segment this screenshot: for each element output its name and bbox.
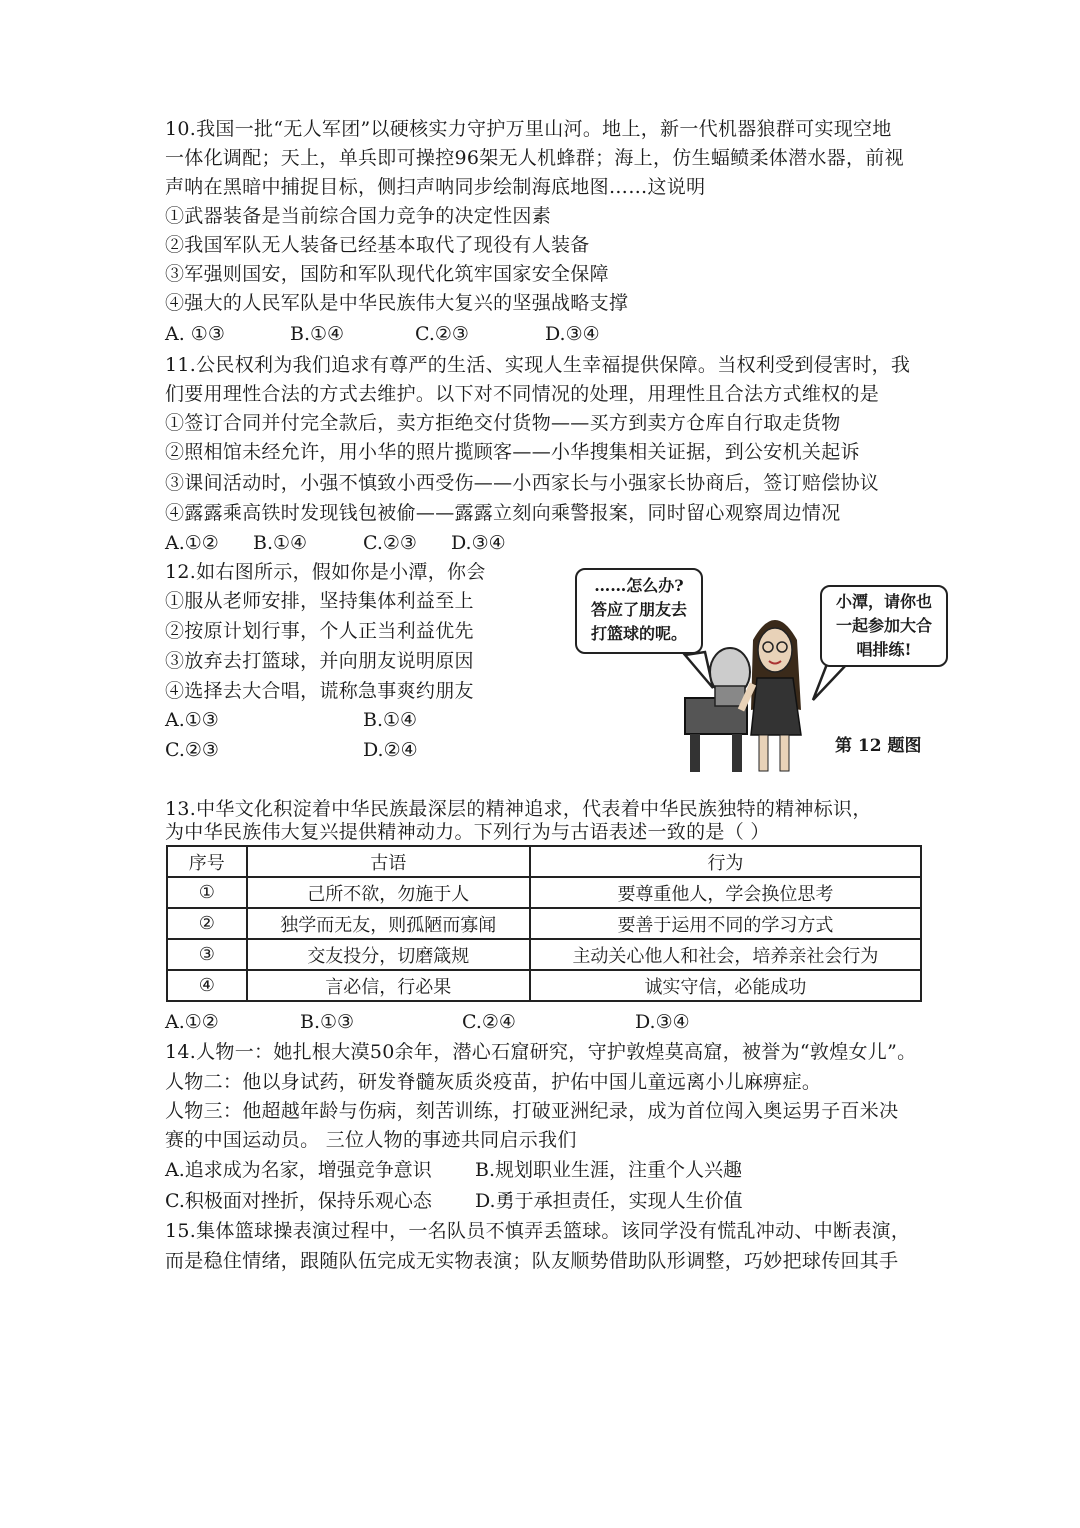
- question-10-stem-line-1: 10.我国一批“无人军团”以硬核实力守护万里山河。地上，新一代机器狼群可实现空地: [165, 118, 892, 140]
- question-15-stem-line-1: 15.集体篮球操表演过程中，一名队员不慎弄丢篮球。该同学没有慌乱冲动、中断表演，: [165, 1220, 911, 1242]
- teacher-bubble-line-1: 小潭，请你也: [835, 592, 932, 611]
- question-13-stem-line-1: 13.中华文化积淀着中华民族最深层的精神追求，代表着中华民族独特的精神标识，: [165, 798, 872, 820]
- question-10-stem-line-2: 一体化调配；天上，单兵即可操控96架无人机蜂群；海上，仿生蝠鲼柔体潜水器，前视: [165, 147, 904, 169]
- table-row: [167, 939, 921, 970]
- option-d: D.③④: [451, 532, 506, 554]
- figure-caption: 第 12 题图: [835, 736, 922, 756]
- question-12-options-row-2: [165, 736, 465, 764]
- question-11-statement-3: ③课间活动时，小强不慎致小西受伤——小西家长与小强家长协商后，签订赔偿协议: [165, 472, 880, 494]
- option-c: C.②③: [165, 739, 219, 761]
- option-a: A.追求成为名家，增强竞争意识: [165, 1159, 432, 1181]
- option-c: C.②④: [462, 1011, 516, 1033]
- teacher-bubble-line-3: 唱排练!: [856, 640, 912, 659]
- question-13-stem-line-2: 为中华民族伟大复兴提供精神动力。下列行为与古语表述一致的是（ ）: [165, 821, 770, 843]
- option-a: A. ①③: [165, 323, 225, 345]
- table-cell-behavior: 要善于运用不同的学习方式: [530, 908, 921, 939]
- question-10-stem-line-3: 声呐在黑暗中捕捉目标，侧扫声呐同步绘制海底地图……这说明: [165, 176, 706, 198]
- table-cell-saying: 交友投分，切磨箴规: [247, 939, 530, 970]
- teacher-speech-bubble: [820, 585, 948, 667]
- table-cell-index: ③: [167, 939, 247, 970]
- student-bubble-line-3: 打篮球的呢。: [590, 624, 687, 643]
- table-cell-behavior: 要尊重他人，学会换位思考: [530, 877, 921, 908]
- table-header-saying: 古语: [247, 846, 530, 877]
- table-cell-index: ④: [167, 970, 247, 1001]
- table-cell-saying: 独学而无友，则孤陋而寡闻: [247, 908, 530, 939]
- student-bubble-line-1: ……怎么办?: [594, 576, 684, 595]
- table-header-row: [167, 846, 921, 877]
- option-d: D.勇于承担责任，实现人生价值: [475, 1190, 743, 1212]
- question-10-statement-4: ④强大的人民军队是中华民族伟大复兴的坚强战略支撑: [165, 292, 629, 314]
- option-a: A.①②: [165, 532, 219, 554]
- option-d: D.③④: [545, 323, 600, 345]
- option-d: D.②④: [363, 739, 418, 761]
- question-14-stem: 赛的中国运动员。 三位人物的事迹共同启示我们: [165, 1129, 577, 1151]
- option-d: D.③④: [635, 1011, 690, 1033]
- question-11-options: [165, 529, 565, 557]
- question-13-options: [165, 1008, 725, 1036]
- table-row: [167, 970, 921, 1001]
- table-row: [167, 908, 921, 939]
- question-11-statement-2: ②照相馆未经允许，用小华的照片揽顾客——小华搜集相关证据，到公安机关起诉: [165, 441, 860, 463]
- question-12-stem: 12.如右图所示，假如你是小潭，你会: [165, 561, 486, 583]
- table-cell-index: ①: [167, 877, 247, 908]
- question-11-statement-4: ④露露乘高铁时发现钱包被偷——露露立刻向乘警报案，同时留心观察周边情况: [165, 502, 841, 524]
- question-10-statement-3: ③军强则国安，国防和军队现代化筑牢国家安全保障: [165, 263, 609, 285]
- question-12-figure: [565, 560, 955, 775]
- table-header-behavior: 行为: [530, 846, 921, 877]
- question-14-person-3: 人物三：他超越年龄与伤病，刻苦训练，打破亚洲纪录，成为首位闯入奥运男子百米决: [165, 1100, 899, 1122]
- question-10-options: [165, 320, 665, 348]
- table-cell-saying: 言必信，行必果: [247, 970, 530, 1001]
- table-cell-behavior: 诚实守信，必能成功: [530, 970, 921, 1001]
- option-c: C.②③: [363, 532, 417, 554]
- question-14-person-1: 14.人物一：她扎根大漠50余年，潜心石窟研究，守护敦煌莫高窟，被誉为“敦煌女儿”。: [165, 1041, 917, 1063]
- student-speech-bubble: [575, 568, 703, 654]
- table-cell-saying: 己所不欲，勿施于人: [247, 877, 530, 908]
- teacher-bubble-line-2: 一起参加大合: [835, 616, 932, 635]
- student-bubble-line-2: 答应了朋友去: [590, 600, 687, 619]
- question-12-statement-3: ③放弃去打篮球，并向朋友说明原因: [165, 650, 474, 672]
- option-c: C.积极面对挫折，保持乐观心态: [165, 1190, 432, 1212]
- option-b: B.①④: [290, 323, 345, 345]
- table-row: [167, 877, 921, 908]
- option-b: B.①④: [363, 709, 418, 731]
- question-14-person-2: 人物二：他以身试药，研发脊髓灰质炎疫苗，护佑中国儿童远离小儿麻痹症。: [165, 1071, 822, 1093]
- option-a: A.①②: [165, 1011, 219, 1033]
- question-14-options-row-2: [165, 1187, 785, 1215]
- question-11-stem-line-1: 11.公民权利为我们追求有尊严的生活、实现人生幸福提供保障。当权利受到侵害时，我: [165, 354, 911, 376]
- question-11-stem-line-2: 们要用理性合法的方式去维护。以下对不同情况的处理，用理性且合法方式维权的是: [165, 383, 880, 405]
- question-10-statement-1: ①武器装备是当前综合国力竞争的决定性因素: [165, 205, 552, 227]
- table-header-index: 序号: [167, 846, 247, 877]
- question-12-options-row-1: [165, 706, 465, 734]
- table-cell-index: ②: [167, 908, 247, 939]
- option-a: A.①③: [165, 709, 219, 731]
- question-12-statement-4: ④选择去大合唱，谎称急事爽约朋友: [165, 680, 474, 702]
- table-cell-behavior: 主动关心他人和社会，培养亲社会行为: [530, 939, 921, 970]
- question-10-statement-2: ②我国军队无人装备已经基本取代了现役有人装备: [165, 234, 590, 256]
- option-c: C.②③: [415, 323, 469, 345]
- option-b: B.①③: [300, 1011, 355, 1033]
- question-15-stem-line-2: 而是稳住情绪，跟随队伍完成无实物表演；队友顺势借助队形调整，巧妙把球传回其手: [165, 1250, 899, 1272]
- question-12-statement-1: ①服从老师安排，坚持集体利益至上: [165, 590, 474, 612]
- question-11-statement-1: ①签订合同并付完全款后，卖方拒绝交付货物——买方到卖方仓库自行取走货物: [165, 412, 841, 434]
- question-14-options-row-1: [165, 1156, 785, 1184]
- option-b: B.①④: [253, 532, 308, 554]
- question-13-table: [166, 845, 922, 1002]
- question-12-statement-2: ②按原计划行事，个人正当利益优先: [165, 620, 474, 642]
- option-b: B.规划职业生涯，注重个人兴趣: [475, 1159, 743, 1181]
